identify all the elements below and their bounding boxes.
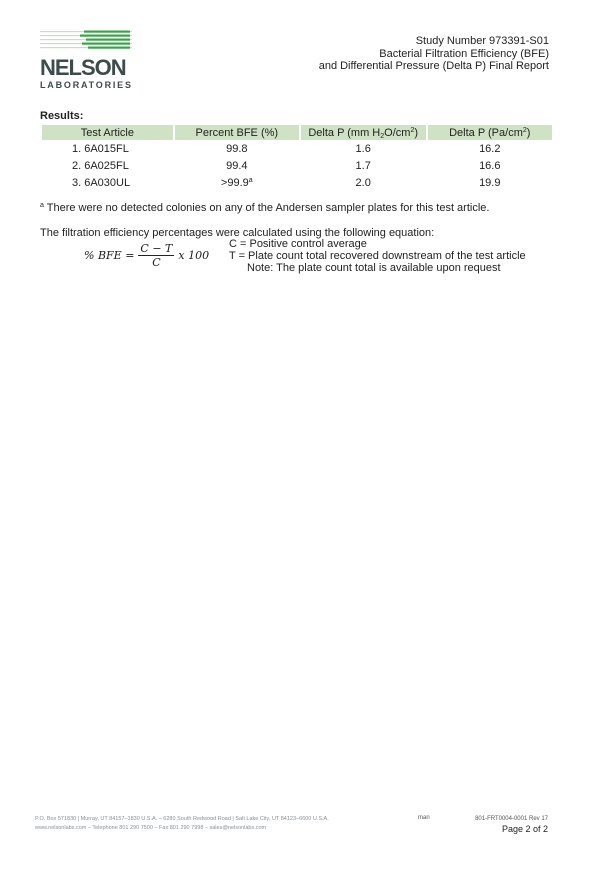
results-heading: Results:: [40, 110, 84, 122]
footnote-marker: a: [248, 176, 253, 184]
logo-brand: NELSON: [40, 55, 126, 80]
footer-address-line1: P.O. Box 571830 | Murray, UT 84157–1830 U.S.A. – 6280 South Redwood Road | Salt Lake City, UT 84123–6600 U.S.A.: [35, 816, 329, 822]
report-header: [319, 35, 549, 73]
report-title-line1: Bacterial Filtration Efficiency (BFE): [379, 47, 549, 60]
logo-subtitle: LABORATORIES: [40, 80, 133, 90]
page-number: Page 2 of 2: [501, 824, 548, 834]
cell-bfe: 99.8: [226, 142, 248, 155]
equation-denominator: C: [152, 256, 161, 269]
form-number: 801-FRT0004-0001 Rev 17: [475, 816, 548, 822]
table-row: [42, 157, 552, 174]
logo-dots-graphic: [40, 30, 132, 50]
equation-definitions: [229, 238, 526, 274]
footer-address-line2: www.nelsonlabs.com – Telephone 801 290 7500 – Fax 801 290 7998 – sales@nelsonlabs.com: [35, 825, 267, 831]
col-test-article: Test Article: [42, 125, 173, 140]
nelson-labs-logo: [40, 30, 140, 90]
cell-bfe: 99.4: [226, 159, 248, 172]
definition-t: T = Plate count total recovered downstream of the test article: [229, 250, 526, 262]
footer-address: [35, 815, 329, 833]
table-footnote: $^a$ There were no detected colonies on any of the Andersen sampler plates for this test article.: [40, 202, 490, 214]
table-row: [42, 174, 552, 191]
cell-article: 3. 6A030UL: [72, 176, 131, 189]
cell-bfe: >99.9$^a$: [220, 176, 253, 189]
table-row: [42, 140, 552, 157]
cell-dp-mm: 1.6: [355, 142, 371, 155]
report-title-line2: and Differential Pressure (Delta P) Final Report: [318, 60, 549, 72]
footer-right: [475, 815, 548, 834]
cell-dp-pa: 19.9: [479, 176, 501, 189]
equation-intro: The filtration efficiency percentages were calculated using the following equation:: [40, 227, 435, 239]
col-percent-bfe: Percent BFE (%): [175, 125, 299, 140]
results-table: [40, 125, 554, 191]
cell-dp-pa: 16.6: [479, 159, 501, 172]
cell-article: 1. 6A015FL: [72, 142, 129, 155]
table-header-row: [42, 125, 552, 140]
definition-c: C = Positive control average: [229, 238, 367, 250]
equation-lhs: % BFE =: [84, 249, 135, 262]
study-number: Study Number 973391-S01: [415, 35, 549, 47]
col-delta-p-mm: Delta P (mm $H_2O/cm^2$): [301, 125, 426, 140]
footer-initials: man: [418, 815, 430, 821]
equation-fraction: [138, 242, 174, 269]
cell-dp-pa: 16.2: [479, 142, 501, 155]
cell-dp-mm: 1.7: [355, 159, 371, 172]
cell-dp-mm: 2.0: [355, 176, 371, 189]
equation-numerator: C − T: [140, 242, 173, 255]
cell-article: 2. 6A025FL: [72, 159, 129, 172]
col-delta-p-pa: Delta P $(Pa/cm^2)$: [428, 125, 552, 140]
bfe-equation: [84, 242, 209, 269]
equation-note: Note: The plate count total is available upon request: [247, 262, 501, 274]
equation-rhs: x 100: [178, 249, 210, 262]
